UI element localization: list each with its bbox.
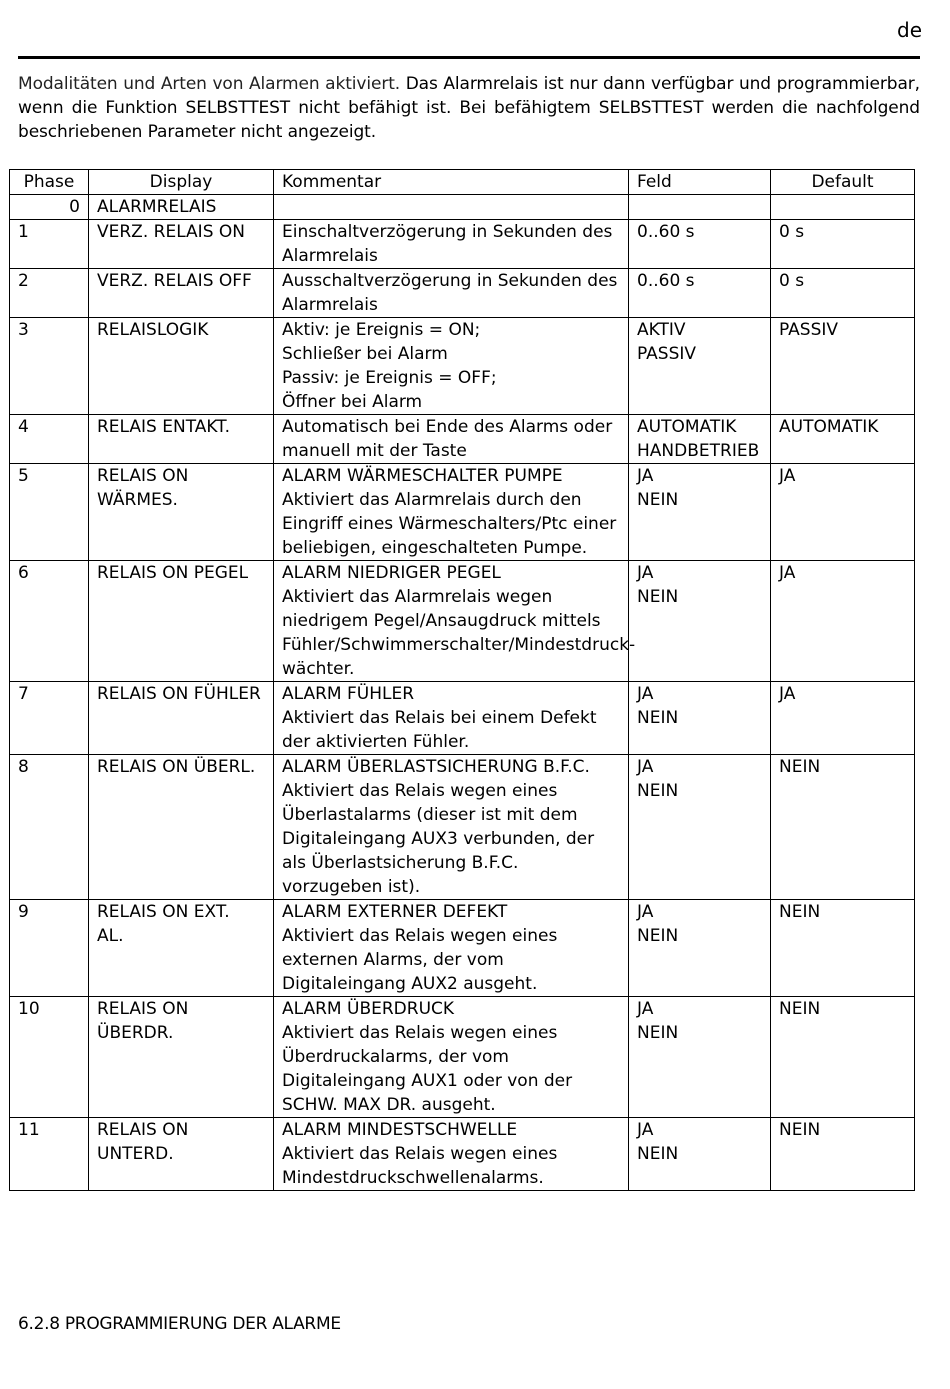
cell-feld <box>629 755 771 900</box>
cell-feld <box>629 900 771 997</box>
feld-line: PASSIV <box>637 344 697 364</box>
feld-line: JA <box>637 757 654 777</box>
display-line: RELAIS ON PEGEL <box>97 563 249 583</box>
cell-phase: 9 <box>10 900 89 997</box>
cell-phase: 11 <box>10 1118 89 1191</box>
cell-phase: 3 <box>10 318 89 415</box>
cell-kommentar <box>274 318 629 415</box>
display-line: RELAIS ON <box>97 999 189 1019</box>
kommentar-line: Aktiviert das Relais wegen eines <box>282 781 558 801</box>
table-row <box>10 464 915 561</box>
kommentar-line: Digitaleingang AUX1 oder von der <box>282 1071 573 1091</box>
table-row <box>10 900 915 997</box>
cell-default <box>771 900 915 997</box>
table-row <box>10 1118 915 1191</box>
display-line: RELAIS ON EXT. <box>97 902 230 922</box>
feld-line: JA <box>637 1120 654 1140</box>
cell-phase: 2 <box>10 269 89 318</box>
default-line: NEIN <box>779 1120 821 1140</box>
display-line: RELAIS ENTAKT. <box>97 417 231 437</box>
kommentar-line: externen Alarms, der vom <box>282 950 504 970</box>
feld-line: NEIN <box>637 708 679 728</box>
cell-phase: 6 <box>10 561 89 682</box>
cell-feld <box>629 415 771 464</box>
cell-display <box>89 195 274 220</box>
cell-default <box>771 415 915 464</box>
cell-display <box>89 318 274 415</box>
feld-line: HANDBETRIEB <box>637 441 760 461</box>
kommentar-line: Überlastalarms (dieser ist mit dem <box>282 805 578 825</box>
kommentar-line: Fühler/Schwimmerschalter/Mindestdruck- <box>282 635 636 655</box>
feld-line: JA <box>637 902 654 922</box>
display-line: ALARMRELAIS <box>97 197 217 217</box>
cell-default <box>771 195 915 220</box>
table-row <box>10 755 915 900</box>
cell-display <box>89 269 274 318</box>
default-line <box>779 195 906 219</box>
section-heading: 6.2.8 PROGRAMMIERUNG DER ALARME <box>18 1314 341 1334</box>
kommentar-line: Mindestdruckschwellenalarms. <box>282 1168 544 1188</box>
cell-kommentar <box>274 900 629 997</box>
header-rule <box>18 56 920 59</box>
kommentar-line: Schließer bei Alarm <box>282 344 448 364</box>
kommentar-line: ALARM NIEDRIGER PEGEL <box>282 563 501 583</box>
kommentar-line: ALARM WÄRMESCHALTER PUMPE <box>282 466 563 486</box>
cell-phase: 10 <box>10 997 89 1118</box>
feld-line: NEIN <box>637 1023 679 1043</box>
intro-text-part2: Das Alarmrelais ist nur dann verfügbar und programmierbar, wenn die Funktion SELBSTTEST nicht befähigt ist. Bei befähigtem SELBSTTEST werden die nachfolgend beschriebenen Parameter nicht angezeigt. <box>18 74 920 142</box>
display-line: WÄRMES. <box>97 490 178 510</box>
kommentar-line: als Überlastsicherung B.F.C. <box>282 853 519 873</box>
cell-default <box>771 682 915 755</box>
kommentar-line: Aktiviert das Relais wegen eines <box>282 926 558 946</box>
cell-display <box>89 682 274 755</box>
kommentar-line: Aktiv: je Ereignis = ON; <box>282 320 481 340</box>
kommentar-line: wächter. <box>282 659 355 679</box>
cell-display <box>89 561 274 682</box>
kommentar-line: Öffner bei Alarm <box>282 392 423 412</box>
intro-text-part1: Modalitäten und Arten von Alarmen aktiviert. <box>18 74 406 94</box>
cell-default <box>771 220 915 269</box>
table-row <box>10 682 915 755</box>
display-line: RELAIS ON FÜHLER <box>97 684 261 704</box>
display-line: RELAIS ON <box>97 1120 189 1140</box>
feld-line: NEIN <box>637 490 679 510</box>
feld-line <box>637 195 762 219</box>
language-code: de <box>897 18 922 42</box>
kommentar-line: ALARM ÜBERLASTSICHERUNG B.F.C. <box>282 757 590 777</box>
cell-default <box>771 269 915 318</box>
feld-line: NEIN <box>637 587 679 607</box>
default-line: NEIN <box>779 757 821 777</box>
table-header-row <box>10 170 915 195</box>
kommentar-line: Aktiviert das Relais wegen eines <box>282 1144 558 1164</box>
kommentar-line: SCHW. MAX DR. ausgeht. <box>282 1095 496 1115</box>
feld-line: JA <box>637 684 654 704</box>
default-line: 0 s <box>779 271 805 291</box>
cell-default <box>771 755 915 900</box>
cell-feld <box>629 1118 771 1191</box>
feld-line: 0..60 s <box>637 271 695 291</box>
kommentar-line: vorzugeben ist). <box>282 877 421 897</box>
cell-kommentar <box>274 755 629 900</box>
kommentar-line: Ausschaltverzögerung in Sekunden des <box>282 271 618 291</box>
display-line: VERZ. RELAIS ON <box>97 222 245 242</box>
cell-phase: 7 <box>10 682 89 755</box>
kommentar-line: ALARM ÜBERDRUCK <box>282 999 455 1019</box>
intro-paragraph <box>18 72 920 144</box>
feld-line: JA <box>637 999 654 1019</box>
cell-phase: 8 <box>10 755 89 900</box>
header-display: Display <box>89 170 274 195</box>
default-line: JA <box>779 684 796 704</box>
kommentar-line: Überdruckalarms, der vom <box>282 1047 509 1067</box>
display-line: VERZ. RELAIS OFF <box>97 271 252 291</box>
cell-kommentar <box>274 269 629 318</box>
default-line: JA <box>779 563 796 583</box>
cell-phase: 0 <box>10 195 89 220</box>
kommentar-line: Aktiviert das Alarmrelais durch den <box>282 490 582 510</box>
kommentar-line: niedrigem Pegel/Ansaugdruck mittels <box>282 611 601 631</box>
cell-default <box>771 561 915 682</box>
kommentar-line: ALARM MINDESTSCHWELLE <box>282 1120 518 1140</box>
cell-display <box>89 415 274 464</box>
cell-kommentar <box>274 195 629 220</box>
cell-kommentar <box>274 415 629 464</box>
display-line: AL. <box>97 926 124 946</box>
cell-default <box>771 318 915 415</box>
feld-line: NEIN <box>637 926 679 946</box>
feld-line: JA <box>637 466 654 486</box>
table-row <box>10 561 915 682</box>
kommentar-line: Aktiviert das Relais wegen eines <box>282 1023 558 1043</box>
cell-display <box>89 997 274 1118</box>
cell-feld <box>629 318 771 415</box>
default-line: AUTOMATIK <box>779 417 879 437</box>
cell-feld <box>629 561 771 682</box>
cell-feld <box>629 269 771 318</box>
cell-default <box>771 997 915 1118</box>
kommentar-line: manuell mit der Taste <box>282 441 467 461</box>
cell-phase: 5 <box>10 464 89 561</box>
cell-display <box>89 1118 274 1191</box>
cell-default <box>771 464 915 561</box>
feld-line: AUTOMATIK <box>637 417 737 437</box>
cell-display <box>89 220 274 269</box>
kommentar-line: Einschaltverzögerung in Sekunden des <box>282 222 613 242</box>
cell-feld <box>629 682 771 755</box>
display-line: UNTERD. <box>97 1144 174 1164</box>
kommentar-line: ALARM FÜHLER <box>282 684 415 704</box>
cell-kommentar <box>274 561 636 682</box>
table-row <box>10 318 915 415</box>
cell-feld <box>629 997 771 1118</box>
table-row <box>10 220 915 269</box>
feld-line: 0..60 s <box>637 222 695 242</box>
table-row <box>10 269 915 318</box>
cell-display <box>89 900 274 997</box>
parameter-table <box>9 169 915 1191</box>
cell-display <box>89 755 274 900</box>
table-row <box>10 997 915 1118</box>
header-phase: Phase <box>10 170 89 195</box>
kommentar-line: beliebigen, eingeschalteten Pumpe. <box>282 538 588 558</box>
header-feld: Feld <box>629 170 771 195</box>
header-default: Default <box>771 170 915 195</box>
cell-kommentar <box>274 464 629 561</box>
kommentar-line: Digitaleingang AUX2 ausgeht. <box>282 974 538 994</box>
display-line: ÜBERDR. <box>97 1023 174 1043</box>
kommentar-line: Aktiviert das Relais bei einem Defekt <box>282 708 597 728</box>
cell-kommentar <box>274 1118 629 1191</box>
cell-kommentar <box>274 682 629 755</box>
default-line: PASSIV <box>779 320 839 340</box>
cell-phase: 4 <box>10 415 89 464</box>
table-body <box>10 195 915 1191</box>
default-line: NEIN <box>779 902 821 922</box>
feld-line: JA <box>637 563 654 583</box>
default-line: JA <box>779 466 796 486</box>
kommentar-line: Digitaleingang AUX3 verbunden, der <box>282 829 595 849</box>
kommentar-line: der aktivierten Fühler. <box>282 732 470 752</box>
cell-feld <box>629 195 771 220</box>
display-line: RELAIS ON ÜBERL. <box>97 757 256 777</box>
cell-kommentar <box>274 997 629 1118</box>
table-row <box>10 415 915 464</box>
header-kommentar: Kommentar <box>274 170 629 195</box>
feld-line: NEIN <box>637 781 679 801</box>
default-line: 0 s <box>779 222 805 242</box>
kommentar-line: Passiv: je Ereignis = OFF; <box>282 368 497 388</box>
feld-line: NEIN <box>637 1144 679 1164</box>
cell-kommentar <box>274 220 629 269</box>
cell-feld <box>629 464 771 561</box>
kommentar-line: Alarmrelais <box>282 295 378 315</box>
cell-display <box>89 464 274 561</box>
display-line: RELAIS ON <box>97 466 189 486</box>
display-line: RELAISLOGIK <box>97 320 209 340</box>
kommentar-line: Aktiviert das Alarmrelais wegen <box>282 587 553 607</box>
kommentar-line: Alarmrelais <box>282 246 378 266</box>
cell-default <box>771 1118 915 1191</box>
kommentar-line: Automatisch bei Ende des Alarms oder <box>282 417 613 437</box>
cell-feld <box>629 220 771 269</box>
table-row <box>10 195 915 220</box>
cell-phase: 1 <box>10 220 89 269</box>
feld-line: AKTIV <box>637 320 686 340</box>
kommentar-line <box>282 195 620 219</box>
kommentar-line: ALARM EXTERNER DEFEKT <box>282 902 508 922</box>
kommentar-line: Eingriff eines Wärmeschalters/Ptc einer <box>282 514 617 534</box>
default-line: NEIN <box>779 999 821 1019</box>
